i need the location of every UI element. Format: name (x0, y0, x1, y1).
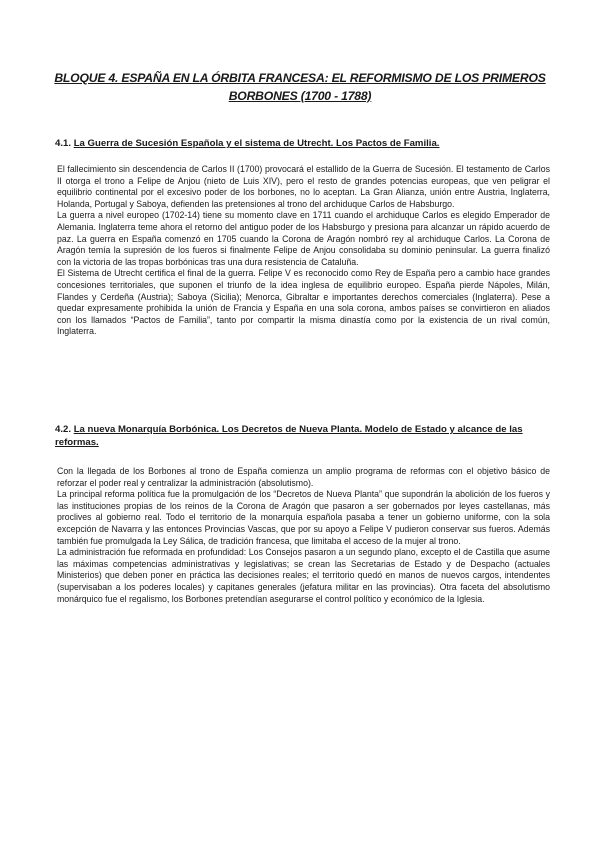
section-title: La Guerra de Sucesión Española y el sistema de Utrecht. Los Pactos de Familia. (73, 138, 440, 149)
paragraph: La guerra a nivel europeo (1702-14) tiene su momento clave en 1711 cuando el archiduque Carlos es elegido Emperador de Alemania. Inglaterra teme ahora el retorno del antiguo poder de los Habsburgo y presiona para alcanzar un rápido acuerdo de paz. La guerra en España comenzó en 1705 cuando la Corona de Aragón nombró rey al archiduque Carlos. La Corona de Aragón temía la supresión de los fueros si finalmente Felipe de Anjou consolidaba su dominio peninsular. La guerra finalizó con la victoria de las tropas borbónicas tras una dura resistencia de Cataluña. (57, 210, 550, 267)
document-title: BLOQUE 4. ESPAÑA EN LA ÓRBITA FRANCESA: EL REFORMISMO DE LOS PRIMEROS BORBONES (1700 - 1788) (54, 71, 546, 103)
paragraph: El fallecimiento sin descendencia de Carlos II (1700) provocará el estallido de la Guerra de Sucesión. El testamento de Carlos II otorga el trono a Felipe de Anjou (nieto de Luis XIV), pero el resto de grandes potencias europeas, que ven peligrar el equilibrio continental por el excesivo poder de los borbones, no lo aceptan. La Gran Alianza, unión entre Austria, Inglaterra, Holanda, Portugal y Saboya, defienden las pretensiones al trono del archiduque Carlos de Habsburgo. (57, 164, 550, 209)
paragraph: El Sistema de Utrecht certifica el final de la guerra. Felipe V es reconocido como Rey de España pero a cambio hace grandes concesiones territoriales, que suponen el triunfo de la idea inglesa de equilibrio europeo. España pierde Nápoles, Milán, Flandes y Cerdeña (Austria); Saboya (Sicilia); Menorca, Gibraltar e importantes derechos comerciales (Inglaterra). Pese a quedar expresamente prohibida la unión de Francia y España en una sola corona, ambos países se convirtieron en aliados con los llamados “Pactos de Familia”, tanto por compartir la misma dinastía como por la existencia de un rival común, Inglaterra. (57, 268, 550, 337)
section-title: La nueva Monarquía Borbónica. Los Decretos de Nueva Planta. Modelo de Estado y alcance de las reformas. (55, 424, 523, 448)
paragraph: La administración fue reformada en profundidad: Los Consejos pasaron a un segundo plano, excepto el de Castilla que asume las máximas competencias administrativas y legislativas; se crean las Secretarias de Estado y de Despacho (actuales Ministerios) que deben poner en práctica las decisiones reales; el territorio quedó en manos de nuevos cargos, intendentes (supervisaban a los poderes locales) y capitanes generales (jefatura militar en las provincias). Otra faceta del absolutismo monárquico fue el regalismo, los Borbones pretendían asegurarse el control político y económico de la Iglesia. (57, 547, 550, 604)
section-number: 4.2. (55, 424, 72, 435)
paragraph: Con la llegada de los Borbones al trono de España comienza un amplio programa de reformas con el objetivo básico de reforzar el poder real y centralizar la administración (absolutismo). (57, 466, 550, 488)
section-body-4-1 (57, 164, 550, 338)
section-number: 4.1. (55, 138, 72, 149)
section-body-4-2 (57, 466, 550, 605)
section-heading-4-1 (55, 137, 547, 150)
section-heading-4-2 (55, 423, 547, 449)
paragraph: La principal reforma política fue la promulgación de los “Decretos de Nueva Planta” que supondrán la abolición de los fueros y las instituciones propias de los reinos de la Corona de Aragón que pasaron a ser gobernados por leyes castellanas, más proclives al gobierno real. Todo el territorio de la monarquía española pasaba a tener un gobierno uniforme, con la sola excepción de Navarra y las entonces Provincias Vascas, que por su apoyo a Felipe V pudieron conservar sus fueros. Además también fue promulgada la Ley Sálica, de tradición francesa, que limitaba el acceso de la mujer al trono. (57, 489, 550, 546)
